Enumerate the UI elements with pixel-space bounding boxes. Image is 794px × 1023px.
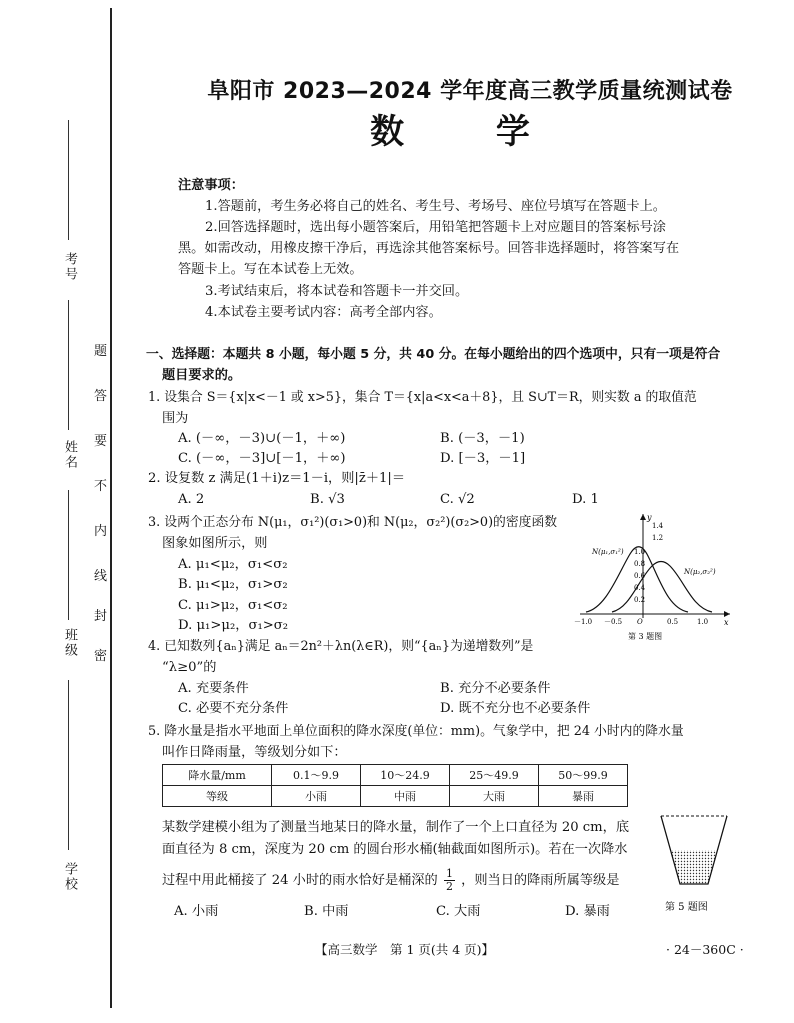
x-tick-label: －0.5: [604, 618, 623, 626]
q5-option-d: D. 暴雨: [565, 904, 610, 919]
q3-option-b: B. μ₁<μ₂，σ₁>σ₂: [178, 577, 288, 592]
school-blank-line: [68, 680, 69, 850]
q1-stem: 1. 设集合 S＝{x|x<－1 或 x>5}，集合 T＝{x|a<x<a＋8}，且 S∪T＝R，则实数 a 的取值范: [148, 390, 697, 405]
q4-stem-cont: “λ≥0”的: [162, 660, 217, 675]
subject-title: 数 学: [370, 112, 570, 152]
q5-body: 面直径为 8 cm，深度为 20 cm 的圆台形水桶(轴截面如图所示)。若在一次降水: [162, 842, 628, 857]
curve1-label: N(μ₁,σ₁²): [592, 548, 624, 556]
q2-option-c: C. √2: [440, 492, 475, 507]
q2-option-d: D. 1: [572, 492, 599, 507]
seal-char: 答: [94, 389, 108, 404]
q2-option-b: B. √3: [310, 492, 345, 507]
notice-line: 4.本试卷主要考试内容：高考全部内容。: [205, 305, 442, 320]
x-axis-label: x: [724, 618, 729, 627]
notice-line: 2.回答选择题时，选出每小题答案后，用铅笔把答题卡上对应题目的答案标号涂: [205, 220, 666, 235]
y-tick-label: 0.2: [634, 596, 646, 604]
q1-option-b: B. (－3，－1): [440, 431, 525, 446]
y-tick-label: 0.6: [634, 572, 646, 580]
notice-heading: 注意事项：: [178, 178, 244, 193]
q5-body-part: 过程中用此桶接了 24 小时的雨水恰好是桶深的: [162, 873, 438, 888]
section1-heading: 一、选择题：本题共 8 小题，每小题 5 分，共 40 分。在每小题给出的四个选项中，只有一项是符合: [146, 347, 721, 362]
q3-stem: 3. 设两个正态分布 N(μ₁，σ₁²)(σ₁>0)和 N(μ₂，σ₂²)(σ₂>0)的密度函数: [148, 515, 558, 530]
q5-stem-cont: 叫作日降雨量，等级划分如下：: [162, 745, 347, 760]
q3-normal-curve-figure: [572, 508, 732, 644]
seal-char: 封: [94, 609, 108, 624]
table-row: [163, 765, 628, 786]
notice-line: 3.考试结束后，将本试卷和答题卡一并交回。: [205, 284, 469, 299]
q5-option-c: C. 大雨: [436, 904, 481, 919]
x-tick-label: 0.5: [667, 618, 679, 626]
q2-stem: 2. 设复数 z 满足(1＋i)z＝1－i，则|z̄＋1|＝: [148, 471, 406, 486]
q3-stem-cont: 图象如图所示，则: [162, 536, 268, 551]
seal-char: 密: [94, 649, 108, 664]
q5-option-a: A. 小雨: [174, 904, 219, 919]
notice-line: 答题卡上。写在本试卷上无效。: [178, 262, 363, 277]
y-axis-label: y: [647, 513, 652, 522]
table-row: [163, 786, 628, 807]
q5-stem: 5. 降水量是指水平地面上单位面积的降水深度(单位：mm)。气象学中，把 24 小时内的降水量: [148, 724, 684, 739]
table-cell: 0.1～9.9: [272, 765, 361, 786]
q4-stem: 4. 已知数列{aₙ}满足 aₙ＝2n²＋λn(λ∈R)，则“{aₙ}为递增数列”是: [148, 639, 534, 654]
y-tick-label: 1.0: [634, 548, 646, 556]
q4-option-a: A. 充要条件: [178, 681, 249, 696]
table-cell: 暴雨: [539, 786, 628, 807]
y-tick-label: 0.8: [634, 560, 646, 568]
paper-code: · 24－360C ·: [666, 942, 744, 957]
seal-char: 不: [94, 479, 108, 494]
q3-option-c: C. μ₁>μ₂，σ₁<σ₂: [178, 598, 288, 613]
table-cell: 降水量/mm: [163, 765, 272, 786]
curve2-label: N(μ₂,σ₂²): [684, 568, 716, 576]
fraction-denominator: 2: [445, 880, 453, 893]
table-cell: 25～49.9: [450, 765, 539, 786]
name-label: 姓名: [62, 440, 77, 470]
q4-option-b: B. 充分不必要条件: [440, 681, 551, 696]
q1-option-a: A. (－∞，－3)∪(－1，＋∞): [178, 431, 346, 446]
q3-figure-caption: 第 3 题图: [628, 632, 663, 641]
seal-char: 线: [94, 569, 108, 584]
q4-option-c: C. 必要不充分条件: [178, 701, 289, 716]
q1-stem-cont: 围为: [162, 411, 189, 426]
q3-option-d: D. μ₁>μ₂，σ₁>σ₂: [178, 618, 289, 633]
q3-option-a: A. μ₁<μ₂，σ₁<σ₂: [178, 557, 288, 572]
page-footer: 【高三数学 第 1 页(共 4 页)】: [315, 942, 495, 957]
table-cell: 小雨: [272, 786, 361, 807]
q5-body-part: ，则当日的降雨所属等级是: [461, 873, 620, 888]
q5-option-b: B. 中雨: [304, 904, 349, 919]
table-cell: 大雨: [450, 786, 539, 807]
y-tick-label: 0.4: [634, 584, 646, 592]
name-blank-line: [68, 300, 69, 430]
fraction-numerator: 1: [445, 867, 453, 880]
q5-body: [162, 868, 619, 893]
q5-body: 某数学建模小组为了测量当地某日的降水量，制作了一个上口直径为 20 cm，底: [162, 820, 630, 835]
y-tick-label: 1.4: [652, 522, 664, 530]
table-cell: 中雨: [361, 786, 450, 807]
y-tick-label: 1.2: [652, 534, 664, 542]
notice-line: 黑。如需改动，用橡皮擦干净后，再选涂其他答案标号。回答非选择题时，将答案写在: [178, 241, 680, 256]
school-label: 学校: [62, 862, 77, 892]
table-cell: 10～24.9: [361, 765, 450, 786]
fraction: [444, 868, 455, 893]
exam-no-blank-line: [68, 120, 69, 240]
q5-figure-caption: 第 5 题图: [665, 902, 708, 913]
q1-option-c: C. (－∞，－3]∪[－1，＋∞): [178, 451, 346, 466]
exam-title: 阜阳市 2023—2024 学年度高三教学质量统测试卷: [207, 79, 733, 104]
binding-line: [110, 8, 112, 1008]
class-label: 班级: [62, 628, 77, 658]
class-blank-line: [68, 490, 69, 620]
q5-bucket-figure: [656, 812, 732, 916]
seal-char: 要: [94, 434, 108, 449]
table-cell: 等级: [163, 786, 272, 807]
notice-line: 1.答题前，考生务必将自己的姓名、考生号、考场号、座位号填写在答题卡上。: [205, 199, 666, 214]
table-cell: 50～99.9: [539, 765, 628, 786]
exam-no-label: 考号: [62, 252, 77, 282]
section1-heading-cont: 题目要求的。: [162, 368, 242, 383]
origin-label: O: [637, 618, 643, 626]
q4-option-d: D. 既不充分也不必要条件: [440, 701, 591, 716]
seal-char: 题: [94, 344, 108, 359]
water-fill: [671, 850, 717, 884]
x-tick-label: －1.0: [574, 618, 593, 626]
seal-char: 内: [94, 524, 108, 539]
q2-option-a: A. 2: [178, 492, 205, 507]
rainfall-level-table: [162, 764, 628, 807]
q1-option-d: D. [－3，－1]: [440, 451, 526, 466]
x-tick-label: 1.0: [697, 618, 709, 626]
